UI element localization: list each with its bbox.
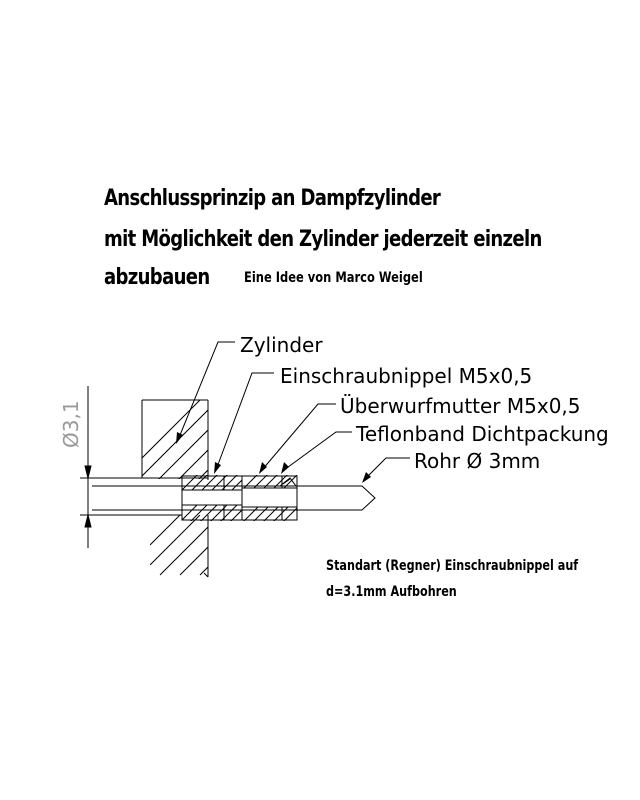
leader-teflonband [284, 432, 352, 470]
note-line-1: Standart (Regner) Einschraubnippel auf [326, 558, 579, 574]
cylinder-wall-lower [150, 515, 260, 575]
arrow-zylinder [176, 432, 183, 444]
arrow-einschraubnippel [214, 462, 221, 474]
author-credit: Eine Idee von Marco Weigel [244, 270, 423, 286]
label-zylinder: Zylinder [240, 333, 323, 357]
label-teflonband: Teflonband Dichtpackung [356, 422, 609, 446]
cylinder-wall-upper [140, 398, 278, 480]
label-ueberwurfmutter: Überwurfmutter M5x0,5 [340, 394, 581, 418]
screw-in-nipple [178, 472, 250, 524]
dimension-label: Ø3,1 [59, 400, 83, 448]
arrow-teflonband [281, 462, 289, 474]
label-rohr: Rohr Ø 3mm [414, 449, 541, 473]
title-line-3: abzubauen [104, 265, 210, 290]
arrow-ueberwurfmutter [259, 462, 267, 474]
leader-zylinder [178, 342, 235, 440]
leader-einschraubnippel [216, 373, 274, 470]
title-line-2: mit Möglichkeit den Zylinder jederzeit einzeln [104, 227, 542, 252]
label-einschraubnippel: Einschraubnippel M5x0,5 [280, 364, 533, 388]
title-line-1: Anschlussprinzip an Dampfzylinder [104, 186, 441, 211]
leader-ueberwurfmutter [262, 404, 336, 470]
note-line-2: d=3.1mm Aufbohren [326, 584, 457, 600]
leader-rohr [364, 458, 410, 480]
